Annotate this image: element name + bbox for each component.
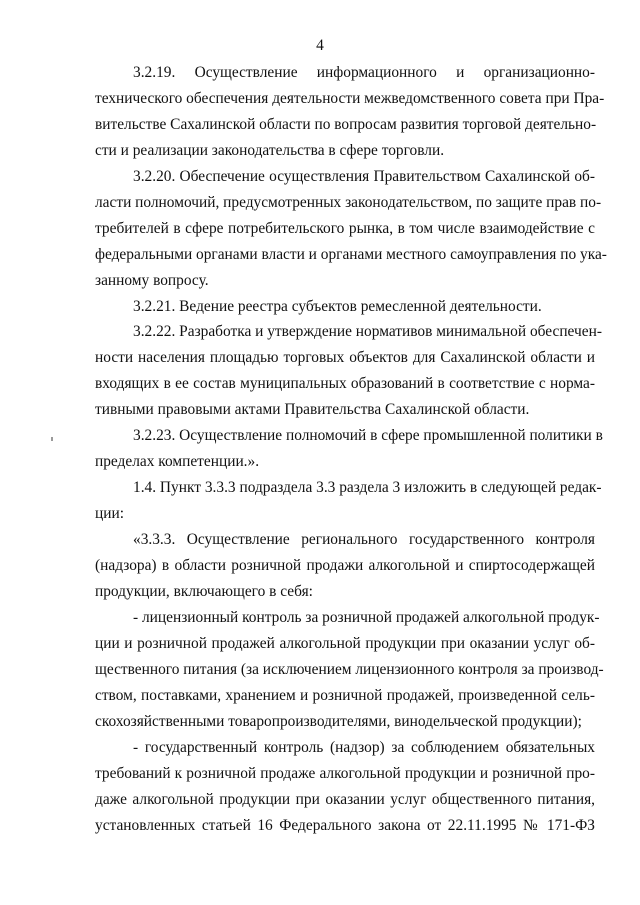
text-line: щественного питания (за исключением лицензионного контроля за производ- (95, 661, 604, 678)
text-line: 3.2.19. Осуществление информационного и организационно- (133, 64, 595, 81)
text-line: требований к розничной продаже алкогольной продукции и розничной про- (95, 765, 595, 782)
text-line: продукции, включающего в себя: (95, 583, 313, 600)
text-line: ции: (95, 505, 124, 522)
text-line: 3.2.23. Осуществление полномочий в сфере промышленной политики в (133, 427, 603, 444)
text-line: ции и розничной продажей алкогольной продукции при оказании услуг об- (95, 635, 595, 652)
text-line: 3.2.20. Обеспечение осуществления Правительством Сахалинской об- (133, 168, 595, 185)
text-line: ством, поставками, хранением и розничной продажей, произведенной сель- (95, 687, 595, 704)
text-line: 3.2.21. Ведение реестра субъектов ремесленной деятельности. (133, 298, 542, 315)
text-line: занному вопросу. (95, 272, 209, 289)
text-line: скохозяйственными товаропроизводителями, винодельческой продукции); (95, 713, 582, 730)
text-line: федеральными органами власти и органами местного самоуправления по ука- (95, 246, 607, 263)
text-line: даже алкогольной продукции при оказании услуг общественного питания, (95, 791, 595, 808)
page-number: 4 (316, 37, 324, 54)
text-line: (надзора) в области розничной продажи алкогольной и спиртосодержащей (95, 557, 595, 574)
text-line: «3.3.3. Осуществление регионального государственного контроля (133, 531, 595, 548)
text-line: ласти полномочий, предусмотренных законодательством, по защите прав по- (95, 194, 602, 211)
text-line: требителей в сфере потребительского рынка, в том числе взаимодействие с (95, 220, 595, 237)
text-line: 3.2.22. Разработка и утверждение нормативов минимальной обеспечен- (133, 323, 602, 340)
text-line: пределах компетенции.». (95, 453, 260, 470)
scan-speck (51, 437, 53, 441)
text-line: тивными правовыми актами Правительства Сахалинской области. (95, 401, 530, 418)
text-line: вительстве Сахалинской области по вопросам развития торговой деятельно- (95, 116, 597, 133)
text-line: - лицензионный контроль за розничной продажей алкогольной продук- (133, 609, 600, 626)
text-line: установленных статьей 16 Федерального закона от 22.11.1995 № 171-ФЗ (95, 817, 595, 834)
text-line: технического обеспечения деятельности межведомственного совета при Пра- (95, 90, 605, 107)
text-line: - государственный контроль (надзор) за соблюдением обязательных (133, 739, 595, 756)
text-line: сти и реализации законодательства в сфере торговли. (95, 142, 445, 159)
text-line: входящих в ее состав муниципальных образований в соответствие с норма- (95, 375, 595, 392)
text-line: ности населения площадью торговых объектов для Сахалинской области и (95, 349, 595, 366)
text-line: 1.4. Пункт 3.3.3 подраздела 3.3 раздела 3 изложить в следующей редак- (133, 479, 602, 496)
